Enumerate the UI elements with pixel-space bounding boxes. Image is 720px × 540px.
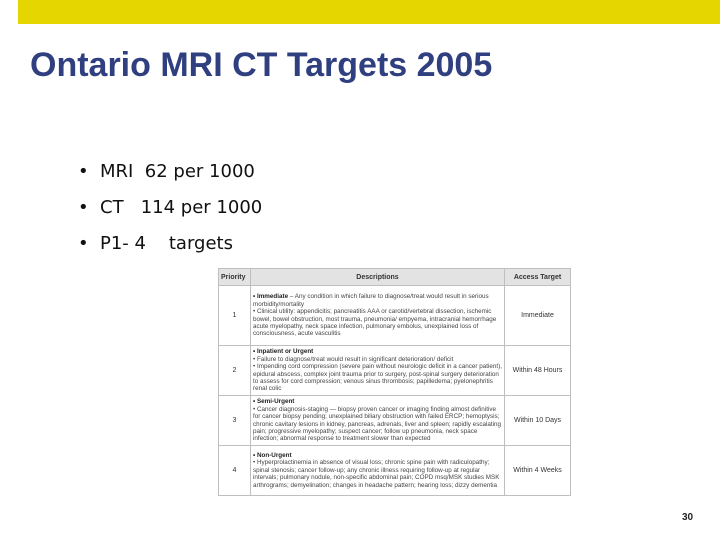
category-label: • Immediate (253, 293, 289, 301)
header-priority: Priority (219, 269, 251, 286)
bullet-text: MRI 62 per 1000 (100, 161, 255, 182)
priority-targets-table (218, 268, 571, 496)
description-text: • Hyperprolactinemia in absence of visual loss; chronic spine pain with radiculopathy; spinal stenosis; cancer follow-up; any chronic illness requiring follow-up at regular intervals; pulmonary nodule, non-specific abdominal pain; COPD msq/MSK studies MSK arthrograms; demyelination; changes in headache pattern; hearing loss; dizzy dementia (253, 459, 500, 489)
description-text: • Clinical utility: appendicitis; pancreatitis AAA or carotid/vertebral dissection, ischemic bowel, bowel obstruction, most trauma, pneumonia/ empyema, intracranial hemorrhage acute myelopathy, neck space infection, pulmonary embolus, unexplained loss of consciousness, acute vasculitis (253, 308, 497, 338)
access-target-cell: Within 4 Weeks (505, 446, 571, 496)
access-target-cell: Immediate (505, 286, 571, 346)
priority-cell: 1 (219, 286, 251, 346)
category-label: • Semi-Urgent (253, 398, 295, 406)
priority-cell: 2 (219, 346, 251, 396)
bullet-dot-icon: • (78, 197, 89, 218)
table-header-row (219, 269, 571, 286)
table-row (219, 446, 571, 496)
description-cell (251, 446, 505, 496)
bullet-text: P1- 4 targets (100, 233, 233, 254)
bullet-text: CT 114 per 1000 (100, 197, 263, 218)
table-row (219, 396, 571, 446)
category-label: • Non-Urgent (253, 451, 292, 459)
top-band-gap (0, 0, 18, 24)
description-cell (251, 396, 505, 446)
table-row (219, 346, 571, 396)
description-cell (251, 286, 505, 346)
bullet-item (78, 194, 262, 230)
description-text: • Impending cord compression (severe pain without neurologic deficit in a cancer patient), epidural abscess, complex joint trauma prior to surgery, post-spinal surgery deterioration to assess for cord compression; venous sinus thrombosis; papilledema; pyelonephritis renal colic (253, 363, 502, 393)
access-target-cell: Within 48 Hours (505, 346, 571, 396)
bullet-item (78, 158, 262, 194)
description-text: – Any condition in which failure to diagnose/treat would result in serious morbidity/mortality (253, 293, 489, 308)
priority-cell: 3 (219, 396, 251, 446)
description-cell (251, 346, 505, 396)
top-accent-band (0, 0, 720, 24)
priority-cell: 4 (219, 446, 251, 496)
bullet-dot-icon: • (78, 161, 89, 182)
category-label: • Inpatient or Urgent (253, 348, 314, 356)
bullet-list (78, 158, 262, 266)
header-access-target: Access Target (505, 269, 571, 286)
table-row (219, 286, 571, 346)
description-text: • Failure to diagnose/treat would result in significant deterioration/ deficit (253, 355, 454, 363)
header-descriptions: Descriptions (251, 269, 505, 286)
page-number: 30 (682, 512, 694, 523)
bullet-dot-icon: • (78, 233, 89, 254)
slide-title: Ontario MRI CT Targets 2005 (30, 46, 493, 84)
bullet-item (78, 230, 262, 266)
access-target-cell: Within 10 Days (505, 396, 571, 446)
description-text: • Cancer diagnosis-staging — biopsy proven cancer or imaging finding almost definitive for cancer biopsy pending; unexplained biliary obstruction with failed ERCP; hemoptysis; chronic cavitary lesions in kidney, pancreas, adrenals, liver and spleen; rapidly escalating pain; progressive myelopathy; suspect cancer; follow up pneumonia, neck space infection; abnormal response to treatment slower than expected (253, 405, 502, 443)
